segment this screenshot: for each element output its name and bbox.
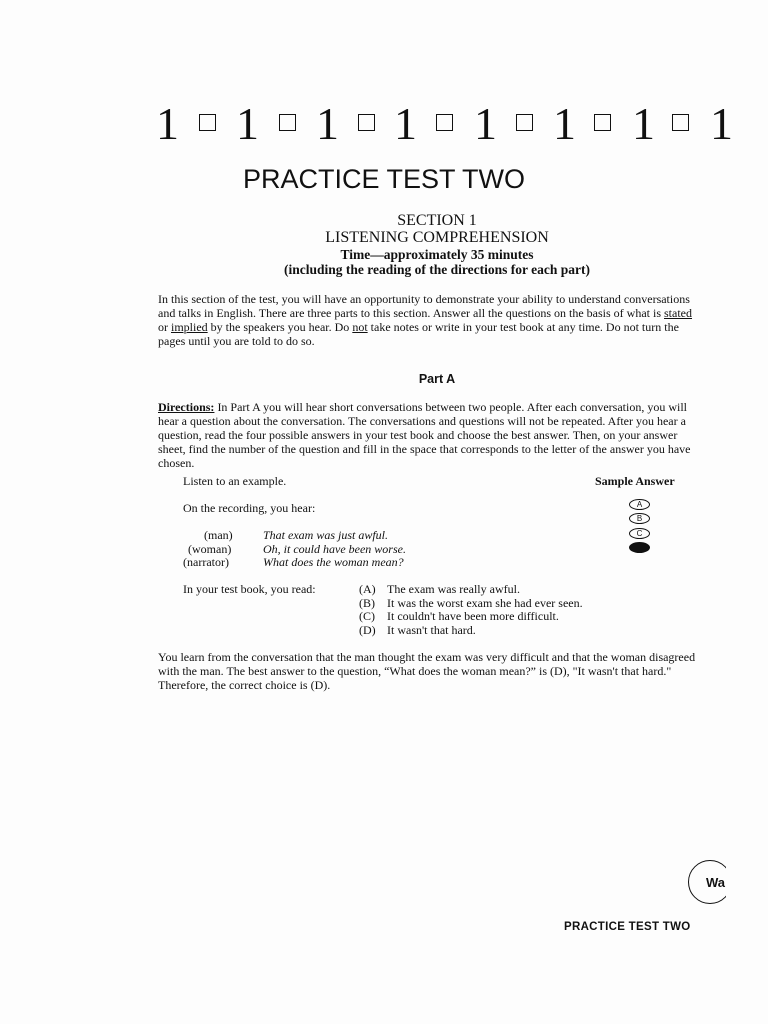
intro-text: take notes or write in your test book at any time. Do not turn the pages until you are told to do so.	[158, 320, 679, 348]
intro-paragraph	[158, 292, 703, 348]
logo-text: Wa	[706, 875, 726, 890]
section-number-row	[156, 100, 736, 148]
speaker-narrator: (narrator)	[183, 555, 229, 569]
stated-word: stated	[664, 306, 693, 320]
option-text: It was the worst exam she had ever seen.	[387, 596, 583, 610]
section-number-heading: SECTION 1	[397, 212, 477, 229]
checkbox-square-icon	[358, 114, 375, 131]
dialogue-line: That exam was just awful.	[263, 528, 389, 542]
checkbox-square-icon	[594, 114, 611, 131]
part-a-heading: Part A	[418, 372, 456, 386]
option-text: The exam was really awful.	[387, 582, 520, 596]
answer-bubble-d-filled	[629, 542, 650, 553]
section-number: 1	[394, 98, 417, 149]
time-limit: Time—approximately 35 minutes	[340, 247, 534, 262]
test-book-label: In your test book, you read:	[183, 582, 316, 596]
section-number: 1	[236, 98, 259, 149]
implied-word: implied	[171, 320, 208, 334]
section-name-heading: LISTENING COMPREHENSION	[325, 229, 549, 246]
page-title: PRACTICE TEST TWO	[242, 164, 526, 194]
directions-text: In Part A you will hear short conversations between two people. After each conversation, you will hear a question about the conversation. The conversations and questions will not be repeated. After you hear a question, read the four possible answers in your test book and choose the best answer. Then, on your answer sheet, find the number of the question and fill in the space that corresponds to the letter of the answer you have chosen.	[158, 400, 691, 470]
speaker-man: (man)	[204, 528, 233, 542]
section-number: 1	[632, 98, 655, 149]
option-letter: (A)	[359, 582, 376, 596]
intro-text: In this section of the test, you will have an opportunity to demonstrate your ability to understand conversations and talks in English. There are three parts to this section. Answer all the questions on the basis of what is	[158, 292, 690, 320]
checkbox-square-icon	[516, 114, 533, 131]
checkbox-square-icon	[672, 114, 689, 131]
section-number: 1	[710, 98, 733, 149]
intro-text: or	[158, 320, 171, 334]
dialogue-line: What does the woman mean?	[263, 555, 404, 569]
listen-example: Listen to an example.	[183, 474, 287, 488]
checkbox-square-icon	[279, 114, 296, 131]
answer-bubble-c: C	[629, 528, 650, 539]
on-recording-label: On the recording, you hear:	[183, 501, 316, 515]
option-letter: (B)	[359, 596, 375, 610]
option-text: It wasn't that hard.	[387, 623, 476, 637]
section-number: 1	[156, 98, 179, 149]
time-note: (including the reading of the directions for each part)	[284, 262, 590, 277]
answer-bubble-a: A	[629, 499, 650, 510]
speaker-woman: (woman)	[188, 542, 232, 556]
sample-answer-label: Sample Answer	[595, 474, 675, 488]
not-word: not	[352, 320, 368, 334]
checkbox-square-icon	[436, 114, 453, 131]
directions-label: Directions:	[158, 400, 215, 414]
dialogue-line: Oh, it could have been worse.	[263, 542, 406, 556]
option-letter: (D)	[359, 623, 376, 637]
section-number: 1	[553, 98, 576, 149]
checkbox-square-icon	[199, 114, 216, 131]
section-number: 1	[316, 98, 339, 149]
page-edge	[726, 855, 768, 911]
explanation-paragraph: You learn from the conversation that the man thought the exam was very difficult and that the woman disagreed with the man. The best answer to the question, “What does the woman mean?” is (D), "It wasn't that hard." Therefore, the correct choice is (D).	[158, 650, 696, 692]
option-text: It couldn't have been more difficult.	[387, 609, 559, 623]
intro-text: by the speakers you hear. Do	[207, 320, 353, 334]
directions-paragraph	[158, 400, 703, 470]
answer-bubble-b: B	[629, 513, 650, 524]
option-letter: (C)	[359, 609, 375, 623]
section-number: 1	[474, 98, 497, 149]
page-footer: PRACTICE TEST TWO	[564, 921, 691, 933]
